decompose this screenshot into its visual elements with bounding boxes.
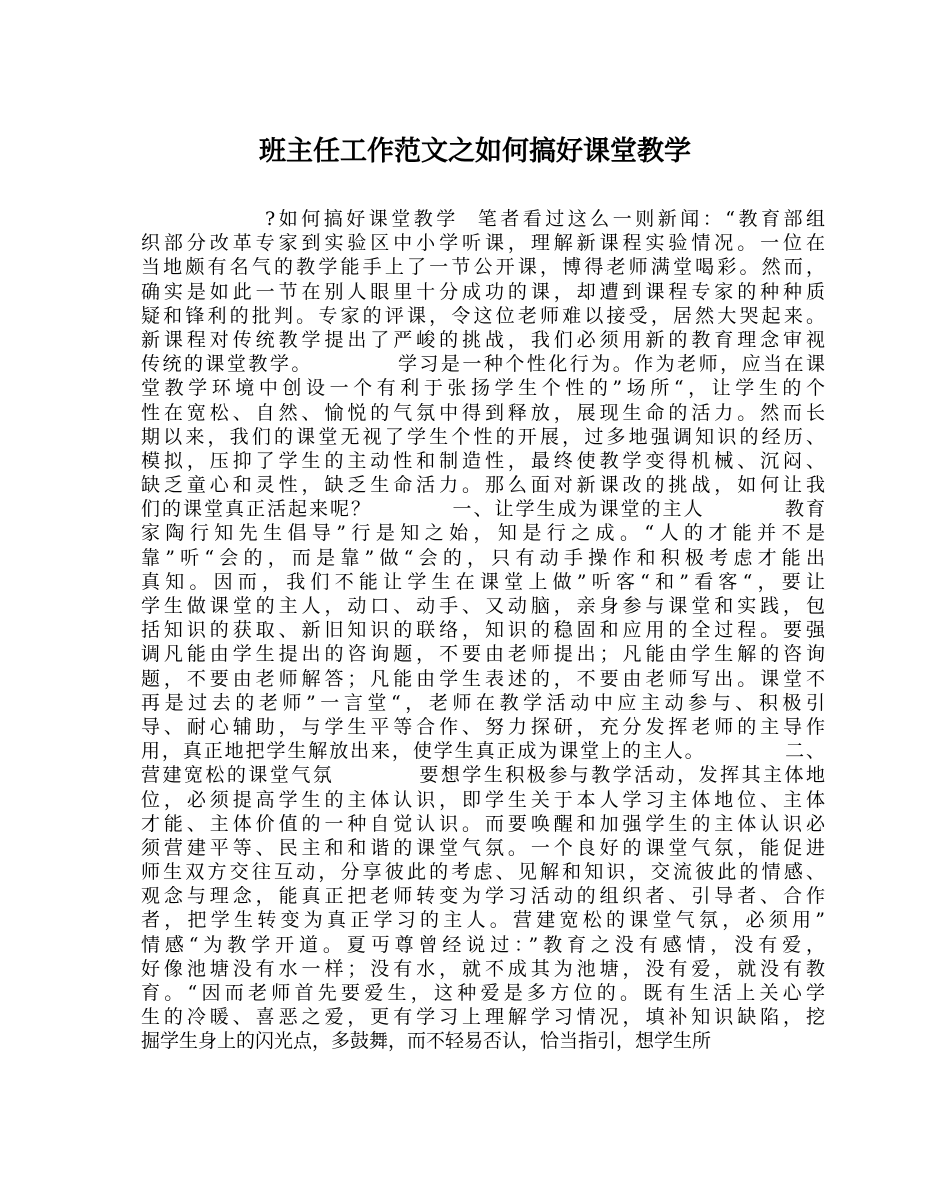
body-line: ?如何搞好课堂教学 笔者看过这么一则新闻：“教育部组	[141, 208, 825, 230]
body-line: 调凡能由学生提出的咨询题，不要由老师提出；凡能由学生解的咨询	[141, 643, 825, 666]
body-line: 生的冷暖、喜恶之爱，更有学习上理解学习情况，填补知识缺陷，挖	[141, 1006, 825, 1029]
body-line: 当地颇有名气的教学能手上了一节公开课，博得老师满堂喝彩。然而，	[141, 256, 825, 279]
body-line: 传统的课堂教学。 学习是一种个性化行为。作为老师，应当在课	[141, 353, 825, 376]
body-line: 靠”听“会的，而是靠”做“会的，只有动手操作和积极考虑才能出	[141, 546, 825, 569]
body-line: 师生双方交往互动，分享彼此的考虑、见解和知识，交流彼此的情感、	[141, 861, 825, 884]
body-line: 家陶行知先生倡导”行是知之始，知是行之成。“人的才能并不是	[141, 522, 825, 545]
body-line: 情感“为教学开道。夏丏尊曾经说过：”教育之没有感情，没有爱，	[141, 933, 825, 956]
body-line: 们的课堂真正活起来呢？ 一、让学生成为课堂的主人 教育	[141, 498, 825, 521]
body-line: 真知。因而，我们不能让学生在课堂上做”听客“和”看客“，要让	[141, 570, 825, 593]
body-line: 新课程对传统教学提出了严峻的挑战，我们必须用新的教育理念审视	[141, 328, 825, 351]
body-line: 期以来，我们的课堂无视了学生个性的开展，过多地强调知识的经历、	[141, 425, 825, 448]
body-line: 题，不要由老师解答；凡能由学生表述的，不要由老师写出。课堂不	[141, 667, 825, 690]
body-line: 用，真正地把学生解放出来，使学生真正成为课堂上的主人。 二、	[141, 740, 825, 763]
body-line: 育。“因而老师首先要爱生，这种爱是多方位的。既有生活上关心学	[141, 982, 825, 1004]
document-title: 班主任工作范文之如何搞好课堂教学	[259, 136, 691, 167]
body-line: 疑和锋利的批判。专家的评课，令这位老师难以接受，居然大哭起来。	[141, 304, 825, 327]
body-line: 模拟，压抑了学生的主动性和制造性，最终使教学变得机械、沉闷、	[141, 449, 825, 472]
body-line: 确实是如此一节在别人眼里十分成功的课，却遭到课程专家的种种质	[141, 280, 825, 303]
body-line: 织部分改革专家到实验区中小学听课，理解新课程实验情况。一位在	[141, 232, 825, 255]
body-line: 掘学生身上的闪光点，多鼓舞，而不轻易否认，恰当指引，想学生所	[141, 1030, 712, 1053]
body-line: 性在宽松、自然、愉悦的气氛中得到释放，展现生命的活力。然而长	[141, 401, 825, 424]
body-line: 才能、主体价值的一种自觉认识。而要唤醒和加强学生的主体认识必	[141, 812, 825, 835]
body-line: 导、耐心辅助，与学生平等合作、努力探研，充分发挥老师的主导作	[141, 715, 825, 738]
document-body	[141, 207, 825, 1054]
body-line: 观念与理念，能真正把老师转变为学习活动的组织者、引导者、合作	[141, 885, 825, 908]
body-line: 括知识的获取、新旧知识的联络，知识的稳固和应用的全过程。要强	[141, 619, 825, 642]
body-line: 再是过去的老师”一言堂“，老师在教学活动中应主动参与、积极引	[141, 691, 825, 714]
body-line: 好像池塘没有水一样；没有水，就不成其为池塘，没有爱，就没有教	[141, 957, 825, 980]
body-line: 学生做课堂的主人，动口、动手、又动脑，亲身参与课堂和实践，包	[141, 595, 825, 617]
body-line: 堂教学环境中创设一个有利于张扬学生个性的”场所“，让学生的个	[141, 377, 825, 400]
body-line: 位，必须提高学生的主体认识，即学生关于本人学习主体地位、主体	[141, 788, 825, 811]
body-line: 须营建平等、民主和和谐的课堂气氛。一个良好的课堂气氛，能促进	[141, 836, 825, 859]
body-line: 缺乏童心和灵性，缺乏生命活力。那么面对新课改的挑战，如何让我	[141, 474, 825, 497]
body-line: 者，把学生转变为真正学习的主人。营建宽松的课堂气氛，必须用”	[141, 909, 825, 932]
body-line: 营建宽松的课堂气氛 要想学生积极参与教学活动，发挥其主体地	[141, 764, 825, 787]
